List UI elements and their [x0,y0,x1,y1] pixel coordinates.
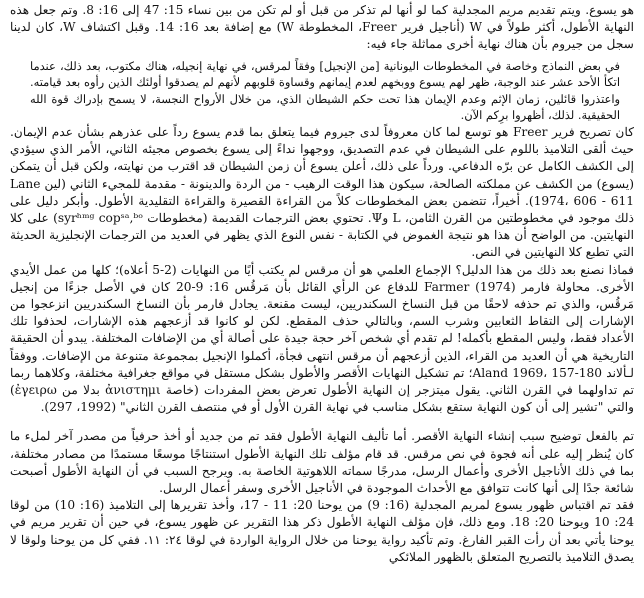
paragraph-longer-ending-origin: تم بالفعل توضيح سبب إنشاء النهاية الأقصر. أما تأليف النهاية الأطول فقد تم من جديد أو أخذ حرفياً من مصدر آخر لملء ما كان يُنظر إليه على أنه فجوة في نص مرقس. قد قام مؤلف تلك النهاية الأطول استنتاجًا موسعًا مستمدًا من مصادر مختلفة، بما في ذلك الأناجيل الأخرى وأعمال الرسل، مدرجًا سماته اللاهوتية الخاصة به. ويرجح السبب في أن النهاية الأطول أصبحت شائعة جدًا إلى أنها كانت تتوافق مع الأحداث الموجودة في الأناجيل الأخرى وسفر أعمال الرسل. [10,429,634,496]
paragraph-freer-logion: كان تصريح فرير Freer هو توسع لما كان معروفاً لدى جيروم فيما يتعلق بما قدم يسوع رداً على عذرهم بشأن عدم الإيمان. حيث ألقى التلاميذ باللوم على الشيطان في عدم التصديق، ووجهوا نداءً إلى يسوع بخصوص مجيئه الثاني، الأمر الذي سيؤدي إلى الكشف الكامل عن برّه الدفاعي. ورداً على ذلك، أعلن يسوع أن زمن الشيطان قد اقترب من نهايته، ولكن قبل أن يتمكن (يسوع) من الكشف عن مملكته الصالحة، سيكون هذا الوقت الرهيب - من الردة والدينونة - مقدمة للمجيء الثاني (لين Lane 1974، 606 - 611). أخيراً، تتضمن بعض المخطوطات كلاً من القراءة القصيرة والقراءة التقليدية الأطول. وأبكر دليل على ذلك موجود في مخطوطتين من القرن الثامن، L وΨ. تحتوي بعض الترجمات القديمة (مخطوطات syrʰᵐᵍ copˢᵃ,ᵇᵒ) على كلا النهايتين. من الواضح أن هذا هو نتيجة الغموض في الكتابة - نفس النوع الذي يظهر في العديد من الترجمات الإنجليزية الحديثة التي تطبع كلا النهايتين في النص. [10,124,635,260]
spacer [10,416,634,428]
paragraph-intro: هو يسوع. ويتم تقديم مريم المجدلية كما لو أنها لم تذكر من قبل أو لم تكن من بين نساء 15: 47 إلى 16: 8. وتم جعل هذه النهاية الأطول، أكثر طولاً في W (أناجيل فرير Freer، المخطوطة W) مع إضافة بعد 16: 14. وقبل اكتشاف W، كان لدينا سجل من جيروم بأن هناك نهاية أخرى مماثلة جاء فيه: [10,3,634,52]
paragraph-sources: فقد تم اقتباس ظهور يسوع لمريم المجدلية (16: 9) من يوحنا 20: 11 - 17، وأخذ تقريرها إلى التلاميذ (16: 10) من لوقا 24: 10 ويوحنا 20: 18. ومع ذلك، فإن مؤلف النهاية الأطول ذكر هذا التقرير عن ظهور يسوع، في حين أن تقرير مريم في يوحنا يأتي بعد أن رأت القبر الفارغ. وتم تأكيد رواية يوحنا من خلال الرواية الواردة في لوقا ٢٤: ١١. ففي كل من يوحنا ولوقا لا يصدق التلاميذ بالتصريح المتعلق بالظهور الملائكي [10,498,635,564]
block-quote-jerome: في بعض النماذج وخاصة في المخطوطات اليونانية [من الإنجيل] وفقاً لمرقس، في نهاية إنجيله، هناك مكتوب، بعد ذلك، عندما اتكأ الأحد عشر عند الوجبة، ظهر لهم يسوع ووبخهم لعدم إيمانهم وقساوة قلوبهم لأنهم لم يصدقوا أولئك الذين رأوه بعد قيامته. واعتذروا قائلين، زمان الإثم وعدم الإيمان هذا تحت حكم الشيطان الذي، من خلال الأرواح النجسة، لا يسمح بإدراك قوة الله الحقيقية. لذلك، أظهروا برِكم الآن. [30,58,620,123]
document-page [10,2,634,596]
paragraph-scholarly-consensus: فماذا نصنع بعد ذلك من هذا الدليل؟ الإجماع العلمي هو أن مرقس لم يكتب أيًا من النهايات (2-5 أعلاه)؛ كلها من عمل الأيدي الأخرى. محاولة فارمر Farmer (1974) للدفاع عن الرأي القائل بأن مَرقُس 16: 9-20 كان في الأصل جزءًا من إنجيل مَرقُس، والذي تم حذفه لاحقًا من قبل النساخ السكندريين، ليست مقنعة. يجادل فارمر بأن النساخ السكندريين انزعجوا من الإشارات إلى التقاط الثعابين وشرب السم، وبالتالي حذف المقطع. لكن لو كانوا قد أزعجهم هذه الإشارات، لحذفوا تلك الأعداد فقط، وليس المقطع بأكمله! لم تقدم أي شخص آخر حجة جيدة على أصالة أي من الإضافات المختلفة. يبدو أن الحقيقة التاريخية هي أن العديد من القراء، الذين أزعجهم أن مرقس انتهى فجأة، أكملوا الإنجيل بمجموعة متنوعة من الإضافات. ووفقاً لـألاند Aland 1969، 157-180؛ تم تشكيل النهايات الأقصر والأطول بشكل مستقل في مواقع جغرافية مختلفة، وكلاهما ربما تم تداولهما في القرن الثاني. يقول ميتزجر إن النهاية الأطول تعرض بعض المفردات (خاصة ἀνιστημι بدلا من ἐγειρω) والتي "تشير إلى أن كون النهاية ستقع بشكل مناسب في نهاية القرن الأول أو في منتصف القرن الثاني" (1992، 297). [10,262,634,415]
